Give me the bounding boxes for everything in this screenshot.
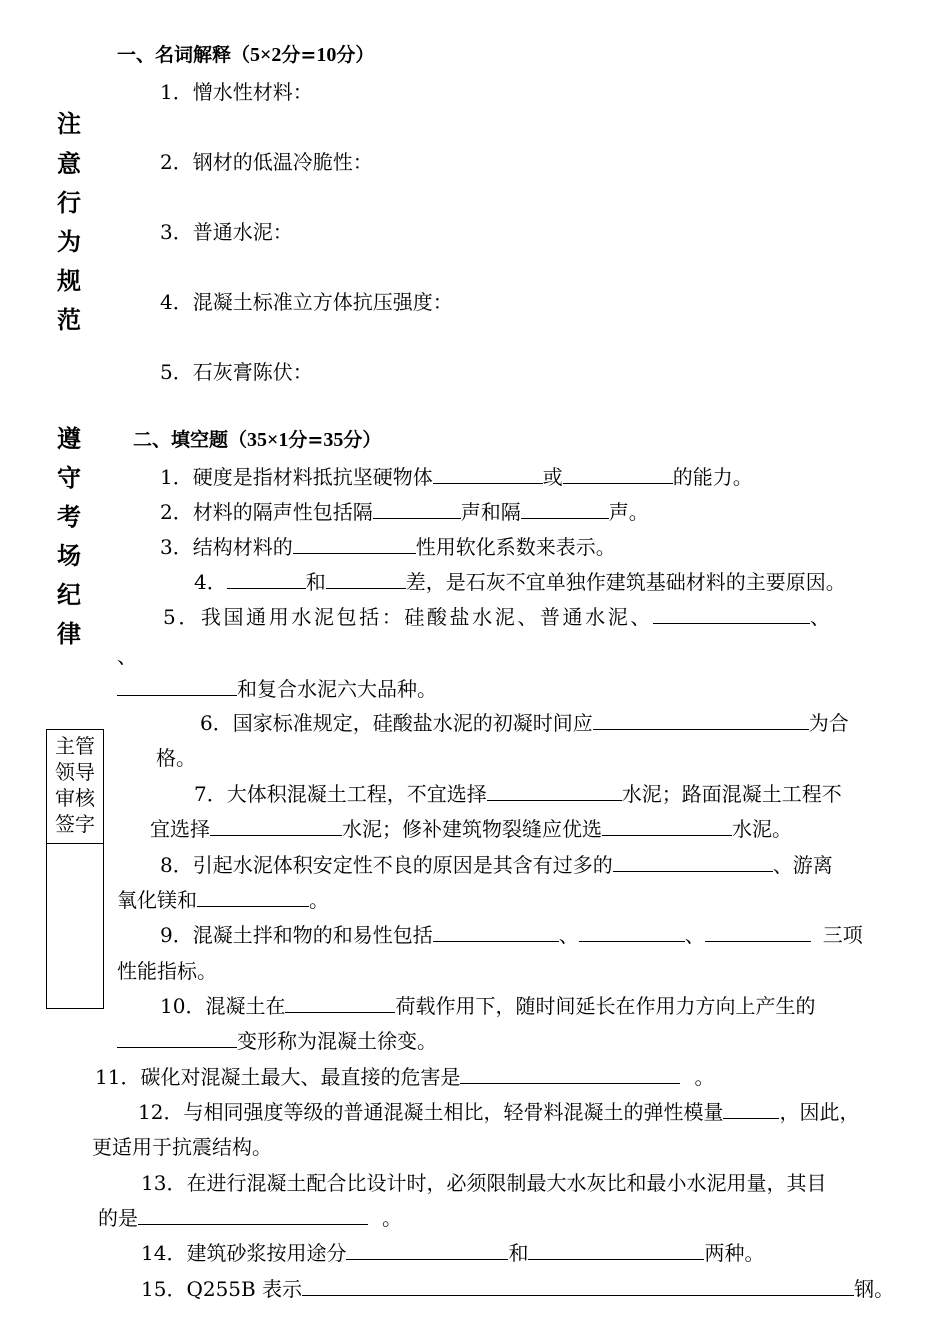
notice-char: 范	[57, 306, 81, 334]
q14-blank-2[interactable]	[528, 1241, 704, 1260]
q10-text: 荷载作用下，随时间延长在作用力方向上产生的	[395, 994, 816, 1018]
q6-blank-1[interactable]	[593, 711, 809, 730]
q13-text: 13．在进行混凝土配合比设计时，必须限制最大水灰比和最小水泥用量，其目	[141, 1171, 827, 1195]
section2-heading	[133, 427, 381, 453]
q2-blank-1[interactable]	[373, 500, 461, 519]
q10-text: 变形称为混凝土徐变。	[237, 1029, 437, 1053]
section2-score: 35×1	[247, 429, 289, 451]
question-7-line2	[150, 816, 792, 842]
question-9	[160, 922, 863, 948]
question-6	[200, 710, 849, 736]
section1-score-mid: 分=	[281, 44, 317, 66]
notice-char: 意	[57, 150, 81, 178]
q7-text: 7．大体积混凝土工程，不宜选择	[194, 782, 487, 806]
q9-blank-2[interactable]	[579, 923, 685, 942]
q7-blank-1[interactable]	[487, 782, 622, 801]
q12-text: 12．与相同强度等级的普通混凝土相比，轻骨料混凝土的弹性模量	[138, 1100, 724, 1124]
q9-blank-3[interactable]	[705, 923, 811, 942]
term-item: 5．石灰膏陈伏：	[160, 360, 313, 384]
q5-blank-2[interactable]	[117, 677, 237, 696]
question-15	[141, 1276, 894, 1302]
section1-heading	[117, 42, 374, 68]
term-item: 3．普通水泥：	[160, 220, 293, 244]
q14-text: 两种。	[704, 1241, 765, 1265]
q2-blank-2[interactable]	[521, 500, 609, 519]
section1-title: 一、名词解释（	[117, 44, 251, 66]
q8-text: 氧化镁和	[117, 888, 197, 912]
q1-blank-2[interactable]	[563, 465, 673, 484]
question-14	[141, 1240, 764, 1266]
q10-blank-1[interactable]	[285, 994, 395, 1013]
q10-blank-2[interactable]	[117, 1029, 237, 1048]
q2-text: 声。	[608, 500, 649, 524]
q15-text: 钢。	[854, 1277, 895, 1301]
q8-text: 、游离	[772, 853, 833, 877]
q8-blank-2[interactable]	[197, 888, 309, 907]
q8-text: 8．引起水泥体积安定性不良的原因是其含有过多的	[160, 853, 613, 877]
q4-blank-1[interactable]	[227, 570, 306, 589]
q9-text: 、	[684, 923, 705, 947]
q11-text: 11．碳化对混凝土最大、最直接的危害是	[95, 1065, 461, 1089]
q1-text: 的能力。	[672, 465, 753, 489]
section2-score-end: 分）	[343, 429, 382, 451]
supervisor-signature-box	[46, 729, 104, 1009]
term-item: 4．混凝土标准立方体抗压强度：	[160, 290, 453, 314]
q15-text: 15．Q255B 表示	[141, 1277, 303, 1301]
q13-blank-1[interactable]	[138, 1206, 368, 1225]
section2-score-mid: 分=	[288, 429, 324, 451]
notice-char: 注	[57, 110, 81, 138]
q14-blank-1[interactable]	[346, 1241, 508, 1260]
discipline-char: 律	[57, 620, 81, 648]
q8-text: 。	[309, 888, 329, 912]
q6-text: 为合	[808, 711, 849, 735]
q4-blank-2[interactable]	[326, 570, 406, 589]
question-11	[95, 1064, 714, 1090]
q2-text: 声和隔	[460, 500, 521, 524]
section1-score: 5×2	[250, 44, 282, 66]
notice-char: 为	[57, 228, 81, 256]
q3-blank-1[interactable]	[293, 535, 416, 554]
section2-title: 二、填空题（	[133, 429, 248, 451]
signature-label-line: 签字	[55, 812, 95, 836]
question-12	[138, 1099, 859, 1125]
q11-text: 。	[694, 1065, 715, 1089]
signature-box-label	[47, 730, 103, 844]
q10-text: 10．混凝土在	[160, 994, 286, 1018]
question-8	[160, 852, 833, 878]
signature-label-line: 审核	[55, 786, 95, 810]
discipline-char: 考	[57, 503, 81, 531]
q12-continuation: 更适用于抗震结构。	[92, 1135, 272, 1159]
q6-text: 6．国家标准规定，硅酸盐水泥的初凝时间应	[200, 711, 593, 735]
q14-text: 14．建筑砂浆按用途分	[141, 1241, 347, 1265]
q4-text: 4．	[194, 570, 227, 594]
q9-text: 三项	[822, 923, 863, 947]
q12-blank-1[interactable]	[723, 1100, 779, 1119]
q7-text: 水泥；修补建筑物裂缝应优选	[342, 817, 602, 841]
question-1	[160, 464, 753, 490]
q9-continuation: 性能指标。	[117, 959, 217, 983]
q7-blank-3[interactable]	[602, 817, 732, 836]
question-8-line2	[117, 887, 329, 913]
signature-label-line: 主管	[55, 734, 95, 758]
question-10	[160, 993, 815, 1019]
q5-text: 5．我国通用水泥包括：硅酸盐水泥、普通水泥、	[163, 605, 653, 629]
question-13-line2	[98, 1205, 402, 1231]
question-2	[160, 499, 649, 525]
q3-text: 3．结构材料的	[160, 535, 293, 559]
q5-continuation: 、	[117, 644, 137, 668]
q6-continuation: 格。	[156, 746, 196, 770]
q13-text: 的是	[98, 1206, 138, 1230]
q7-text: 水泥。	[732, 817, 792, 841]
question-4	[194, 569, 846, 595]
signature-label-line: 领导	[55, 760, 95, 784]
question-10-line2	[117, 1028, 437, 1054]
discipline-char: 场	[57, 542, 81, 570]
q4-text: 和	[305, 570, 326, 594]
q12-text: ，因此，	[779, 1100, 860, 1124]
question-3	[160, 534, 616, 560]
q7-text: 水泥；路面混凝土工程不	[621, 782, 842, 806]
q2-text: 2．材料的隔声性包括隔	[160, 500, 373, 524]
question-7	[194, 781, 842, 807]
q1-blank-1[interactable]	[433, 465, 543, 484]
q7-blank-2[interactable]	[210, 817, 342, 836]
section2-score-total: 35	[323, 429, 344, 451]
q15-blank-1[interactable]	[302, 1277, 854, 1296]
q14-text: 和	[508, 1241, 529, 1265]
notice-char: 行	[57, 189, 81, 217]
q7-text: 宜选择	[150, 817, 210, 841]
term-item: 2．钢材的低温冷脆性：	[160, 150, 373, 174]
q9-blank-1[interactable]	[433, 923, 559, 942]
question-13	[141, 1170, 826, 1196]
question-5	[163, 604, 833, 630]
question-5-line3	[117, 676, 437, 702]
q13-text: 。	[382, 1206, 402, 1230]
q5-text: 、	[809, 605, 833, 629]
q3-text: 性用软化系数来表示。	[415, 535, 616, 559]
q8-blank-1[interactable]	[613, 853, 773, 872]
q9-text: 9．混凝土拌和物的和易性包括	[160, 923, 433, 947]
q11-blank-1[interactable]	[460, 1065, 680, 1084]
discipline-char: 纪	[57, 581, 81, 609]
section1-score-end: 分）	[336, 44, 375, 66]
q4-text: 差，是石灰不宜单独作建筑基础材料的主要原因。	[405, 570, 846, 594]
q5-text: 和复合水泥六大品种。	[237, 677, 437, 701]
notice-char: 规	[57, 267, 81, 295]
q9-text: 、	[558, 923, 579, 947]
section1-score-total: 10	[316, 44, 337, 66]
discipline-char: 遵	[57, 425, 81, 453]
q1-text: 或	[542, 465, 563, 489]
discipline-char: 守	[57, 464, 81, 492]
q1-text: 1．硬度是指材料抵抗坚硬物体	[160, 465, 433, 489]
q5-blank-1[interactable]	[653, 605, 810, 624]
term-item: 1．憎水性材料：	[160, 80, 313, 104]
